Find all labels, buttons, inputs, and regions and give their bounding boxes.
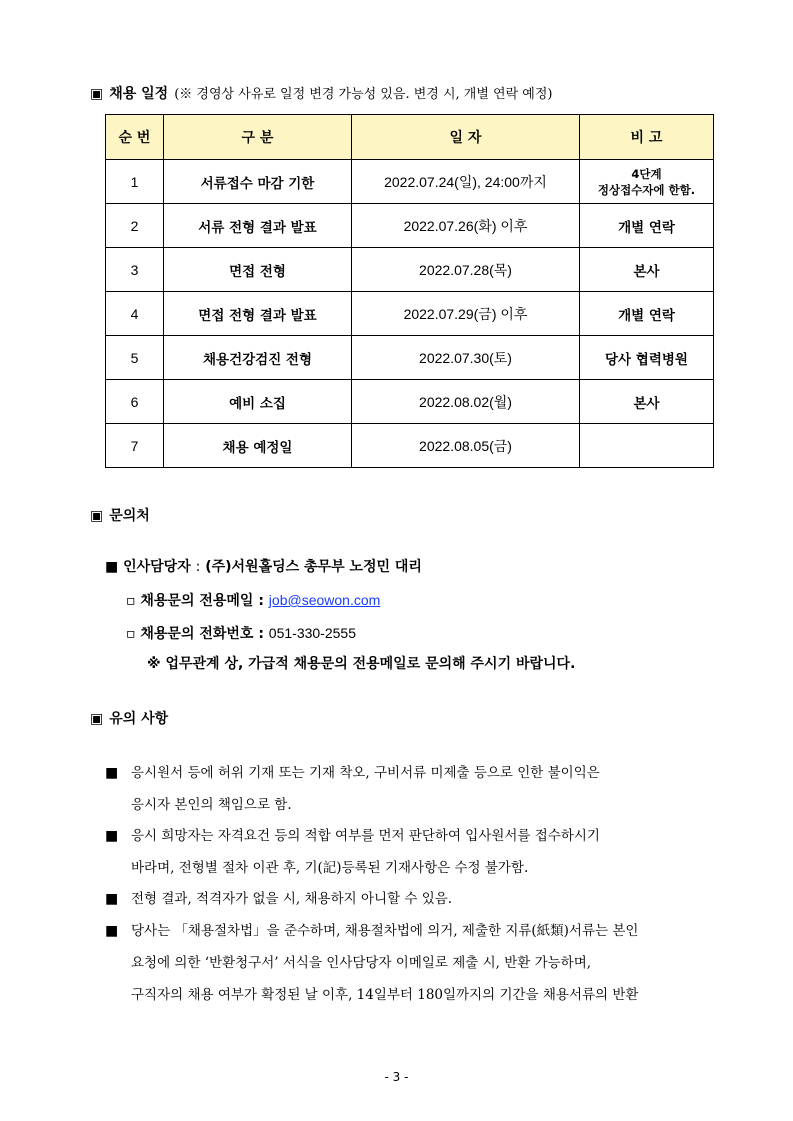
schedule-note: (※ 경영상 사유로 일정 변경 가능성 있음. 변경 시, 개별 연락 예정) xyxy=(174,87,553,102)
row-note: 당사 협력병원 xyxy=(580,336,714,380)
list-item xyxy=(105,757,717,821)
note-line: 전형 결과, 적격자가 없을 시, 채용하지 아니할 수 있음. xyxy=(131,891,453,907)
header-date: 일 자 xyxy=(352,115,580,160)
row-item: 서류접수 마감 기한 xyxy=(164,160,352,204)
person-label: 인사담당자 xyxy=(123,559,191,575)
schedule-title: 채용 일정 xyxy=(109,86,169,102)
person-separator: : xyxy=(195,559,201,575)
row-note: 개별 연락 xyxy=(580,204,714,248)
filled-square-icon: ■ xyxy=(105,559,119,575)
row-note: 본사 xyxy=(580,380,714,424)
note-line: 응시원서 등에 허위 기재 또는 기재 착오, 구비서류 미제출 등으로 인한 불이익은 xyxy=(131,765,600,781)
notes-title: 유의 사항 xyxy=(109,711,169,727)
list-item xyxy=(105,883,717,915)
table-row xyxy=(106,336,714,380)
row-no: 2 xyxy=(106,204,164,248)
small-square-icon: ▫ xyxy=(126,593,136,609)
phone-label: 채용문의 전화번호 : xyxy=(140,626,264,642)
contact-person xyxy=(105,557,422,577)
table-row xyxy=(106,424,714,468)
note-line: 요청에 의한 ‘반환청구서’ 서식을 인사담당자 이메일로 제출 시, 반환 가능하며, xyxy=(131,955,592,971)
note-line: 응시 희망자는 자격요건 등의 적합 여부를 먼저 판단하여 입사원서를 접수하시기 xyxy=(131,828,600,844)
table-row xyxy=(106,380,714,424)
contact-heading xyxy=(90,506,150,526)
section-square-icon: ▣ xyxy=(90,86,104,102)
note-line: 응시자 본인의 책임으로 함. xyxy=(131,797,292,813)
page-number: - 3 - xyxy=(384,1070,409,1084)
contact-remark: ※ 업무관계 상, 가급적 채용문의 전용메일로 문의해 주시기 바랍니다. xyxy=(147,656,576,672)
row-no: 3 xyxy=(106,248,164,292)
header-item: 구 분 xyxy=(164,115,352,160)
row-item: 채용건강검진 전형 xyxy=(164,336,352,380)
contact-title: 문의처 xyxy=(109,508,150,524)
row-note-line1: 4단계 xyxy=(631,166,662,181)
row-date: 2022.08.02(월) xyxy=(352,380,580,424)
filled-square-icon: ■ xyxy=(105,828,119,844)
filled-square-icon: ■ xyxy=(105,923,119,939)
row-date: 2022.07.24(일), 24:00까지 xyxy=(352,160,580,204)
row-note-line2: 정상접수자에 한함. xyxy=(597,182,696,197)
row-item: 채용 예정일 xyxy=(164,424,352,468)
row-date: 2022.07.29(금) 이후 xyxy=(352,292,580,336)
row-item: 서류 전형 결과 발표 xyxy=(164,204,352,248)
email-label: 채용문의 전용메일 : xyxy=(140,593,264,609)
table-header-row xyxy=(106,115,714,160)
section-square-icon: ▣ xyxy=(90,508,104,524)
filled-square-icon: ■ xyxy=(105,891,119,907)
note-line: 당사는 「채용절차법」을 준수하며, 채용절차법에 의거, 제출한 지류(紙類)서류는 본인 xyxy=(131,923,639,939)
row-item: 면접 전형 xyxy=(164,248,352,292)
section-square-icon: ▣ xyxy=(90,711,104,727)
row-item: 면접 전형 결과 발표 xyxy=(164,292,352,336)
row-date: 2022.08.05(금) xyxy=(352,424,580,468)
row-no: 1 xyxy=(106,160,164,204)
row-note xyxy=(580,160,714,204)
person-value: (주)서원홀딩스 총무부 노정민 대리 xyxy=(205,559,422,575)
row-date: 2022.07.28(목) xyxy=(352,248,580,292)
list-item xyxy=(105,820,717,884)
row-date: 2022.07.30(토) xyxy=(352,336,580,380)
header-note: 비 고 xyxy=(580,115,714,160)
list-item xyxy=(105,915,717,1011)
contact-phone xyxy=(126,623,356,644)
phone-value: 051-330-2555 xyxy=(268,625,356,641)
filled-square-icon: ■ xyxy=(105,765,119,781)
small-square-icon: ▫ xyxy=(126,626,136,642)
notes-heading xyxy=(90,709,168,729)
row-note: 개별 연락 xyxy=(580,292,714,336)
email-link[interactable]: job@seowon.com xyxy=(268,592,381,608)
row-no: 5 xyxy=(106,336,164,380)
row-date: 2022.07.26(화) 이후 xyxy=(352,204,580,248)
row-no: 6 xyxy=(106,380,164,424)
row-item: 예비 소집 xyxy=(164,380,352,424)
table-row xyxy=(106,160,714,204)
table-row xyxy=(106,292,714,336)
header-no: 순 번 xyxy=(106,115,164,160)
row-no: 7 xyxy=(106,424,164,468)
table-row xyxy=(106,204,714,248)
note-line: 바라며, 전형별 절차 이관 후, 기(記)등록된 기재사항은 수정 불가함. xyxy=(131,860,529,876)
contact-email xyxy=(126,590,380,611)
note-line: 구직자의 채용 여부가 확정된 날 이후, 14일부터 180일까지의 기간을 채용서류의 반환 xyxy=(131,987,639,1003)
table-row xyxy=(106,248,714,292)
schedule-heading xyxy=(90,84,552,105)
row-note: 본사 xyxy=(580,248,714,292)
row-note xyxy=(580,424,714,468)
schedule-table xyxy=(105,114,714,468)
row-no: 4 xyxy=(106,292,164,336)
